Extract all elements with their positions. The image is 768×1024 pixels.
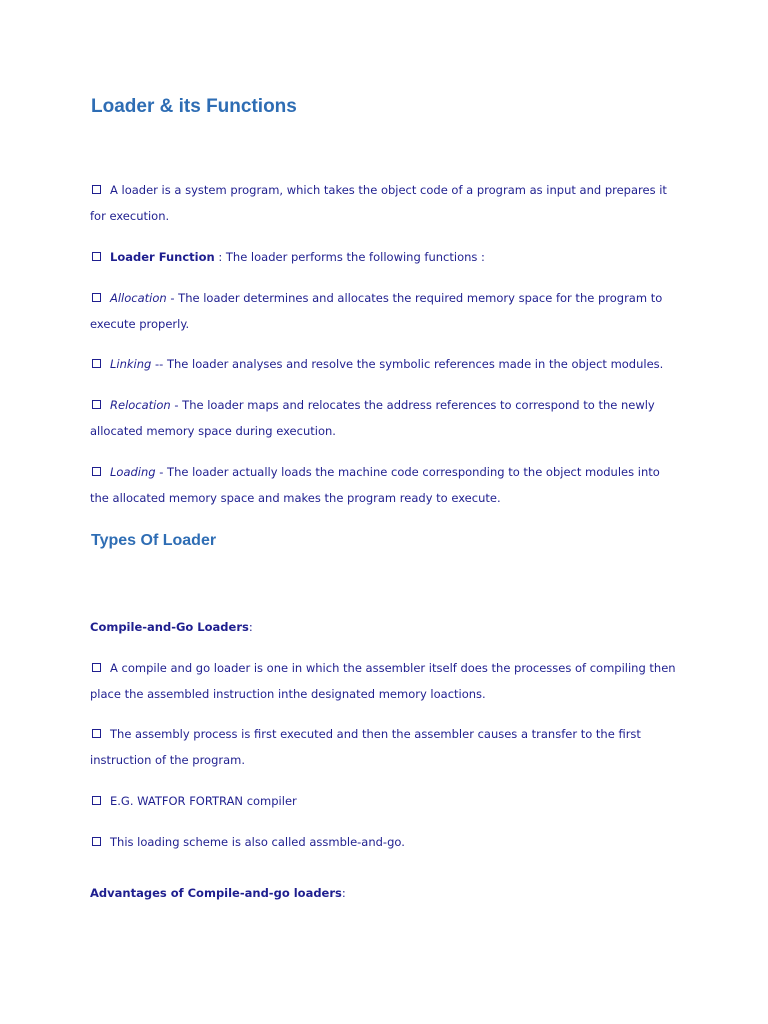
heading-suffix: : xyxy=(248,620,253,634)
types-heading: Types Of Loader xyxy=(91,532,217,549)
compile-go-heading xyxy=(90,620,253,634)
function-allocation xyxy=(90,286,680,337)
compile-go-point xyxy=(90,830,680,856)
compile-go-point xyxy=(90,789,680,815)
function-text: - The loader maps and relocates the address references to correspond to the newly allocated memory space during execution. xyxy=(90,398,655,438)
loader-function-term: Loader Function xyxy=(110,250,215,264)
point-text: A compile and go loader is one in which the assembler itself does the processes of compiling then place the assembled instruction inthe designated memory loactions. xyxy=(90,661,676,701)
advantages-heading-text: Advantages of Compile-and-go loaders xyxy=(90,886,342,900)
heading-suffix: : xyxy=(341,886,346,900)
loader-function-paragraph xyxy=(90,245,680,271)
function-term: Allocation xyxy=(110,291,167,305)
checkbox-bullet-icon xyxy=(92,293,101,302)
checkbox-bullet-icon xyxy=(92,663,101,672)
page-title: Loader & its Functions xyxy=(91,96,297,117)
advantages-heading xyxy=(90,886,346,900)
checkbox-bullet-icon xyxy=(92,359,101,368)
function-loading xyxy=(90,460,680,511)
function-text: - The loader actually loads the machine code corresponding to the object modules into the allocated memory space and makes the program ready to execute. xyxy=(90,465,660,505)
checkbox-bullet-icon xyxy=(92,252,101,261)
intro-paragraph xyxy=(90,178,680,229)
point-text: The assembly process is first executed and then the assembler causes a transfer to the first instruction of the program. xyxy=(90,727,641,767)
checkbox-bullet-icon xyxy=(92,796,101,805)
function-text: -- The loader analyses and resolve the symbolic references made in the object modules. xyxy=(151,357,664,371)
checkbox-bullet-icon xyxy=(92,185,101,194)
point-text: This loading scheme is also called assmble-and-go. xyxy=(110,835,405,849)
intro-text: A loader is a system program, which takes the object code of a program as input and prepares it for execution. xyxy=(90,183,667,223)
compile-go-point xyxy=(90,656,680,707)
loader-function-text: : The loader performs the following functions : xyxy=(214,250,485,264)
checkbox-bullet-icon xyxy=(92,400,101,409)
function-relocation xyxy=(90,393,680,444)
function-term: Loading xyxy=(110,465,156,479)
checkbox-bullet-icon xyxy=(92,729,101,738)
function-term: Relocation xyxy=(110,398,171,412)
function-text: - The loader determines and allocates the required memory space for the program to execute properly. xyxy=(90,291,663,331)
checkbox-bullet-icon xyxy=(92,467,101,476)
checkbox-bullet-icon xyxy=(92,837,101,846)
function-linking xyxy=(90,352,680,378)
compile-go-point xyxy=(90,722,680,773)
compile-go-heading-text: Compile-and-Go Loaders xyxy=(90,620,249,634)
point-text: E.G. WATFOR FORTRAN compiler xyxy=(110,794,297,808)
function-term: Linking xyxy=(110,357,152,371)
